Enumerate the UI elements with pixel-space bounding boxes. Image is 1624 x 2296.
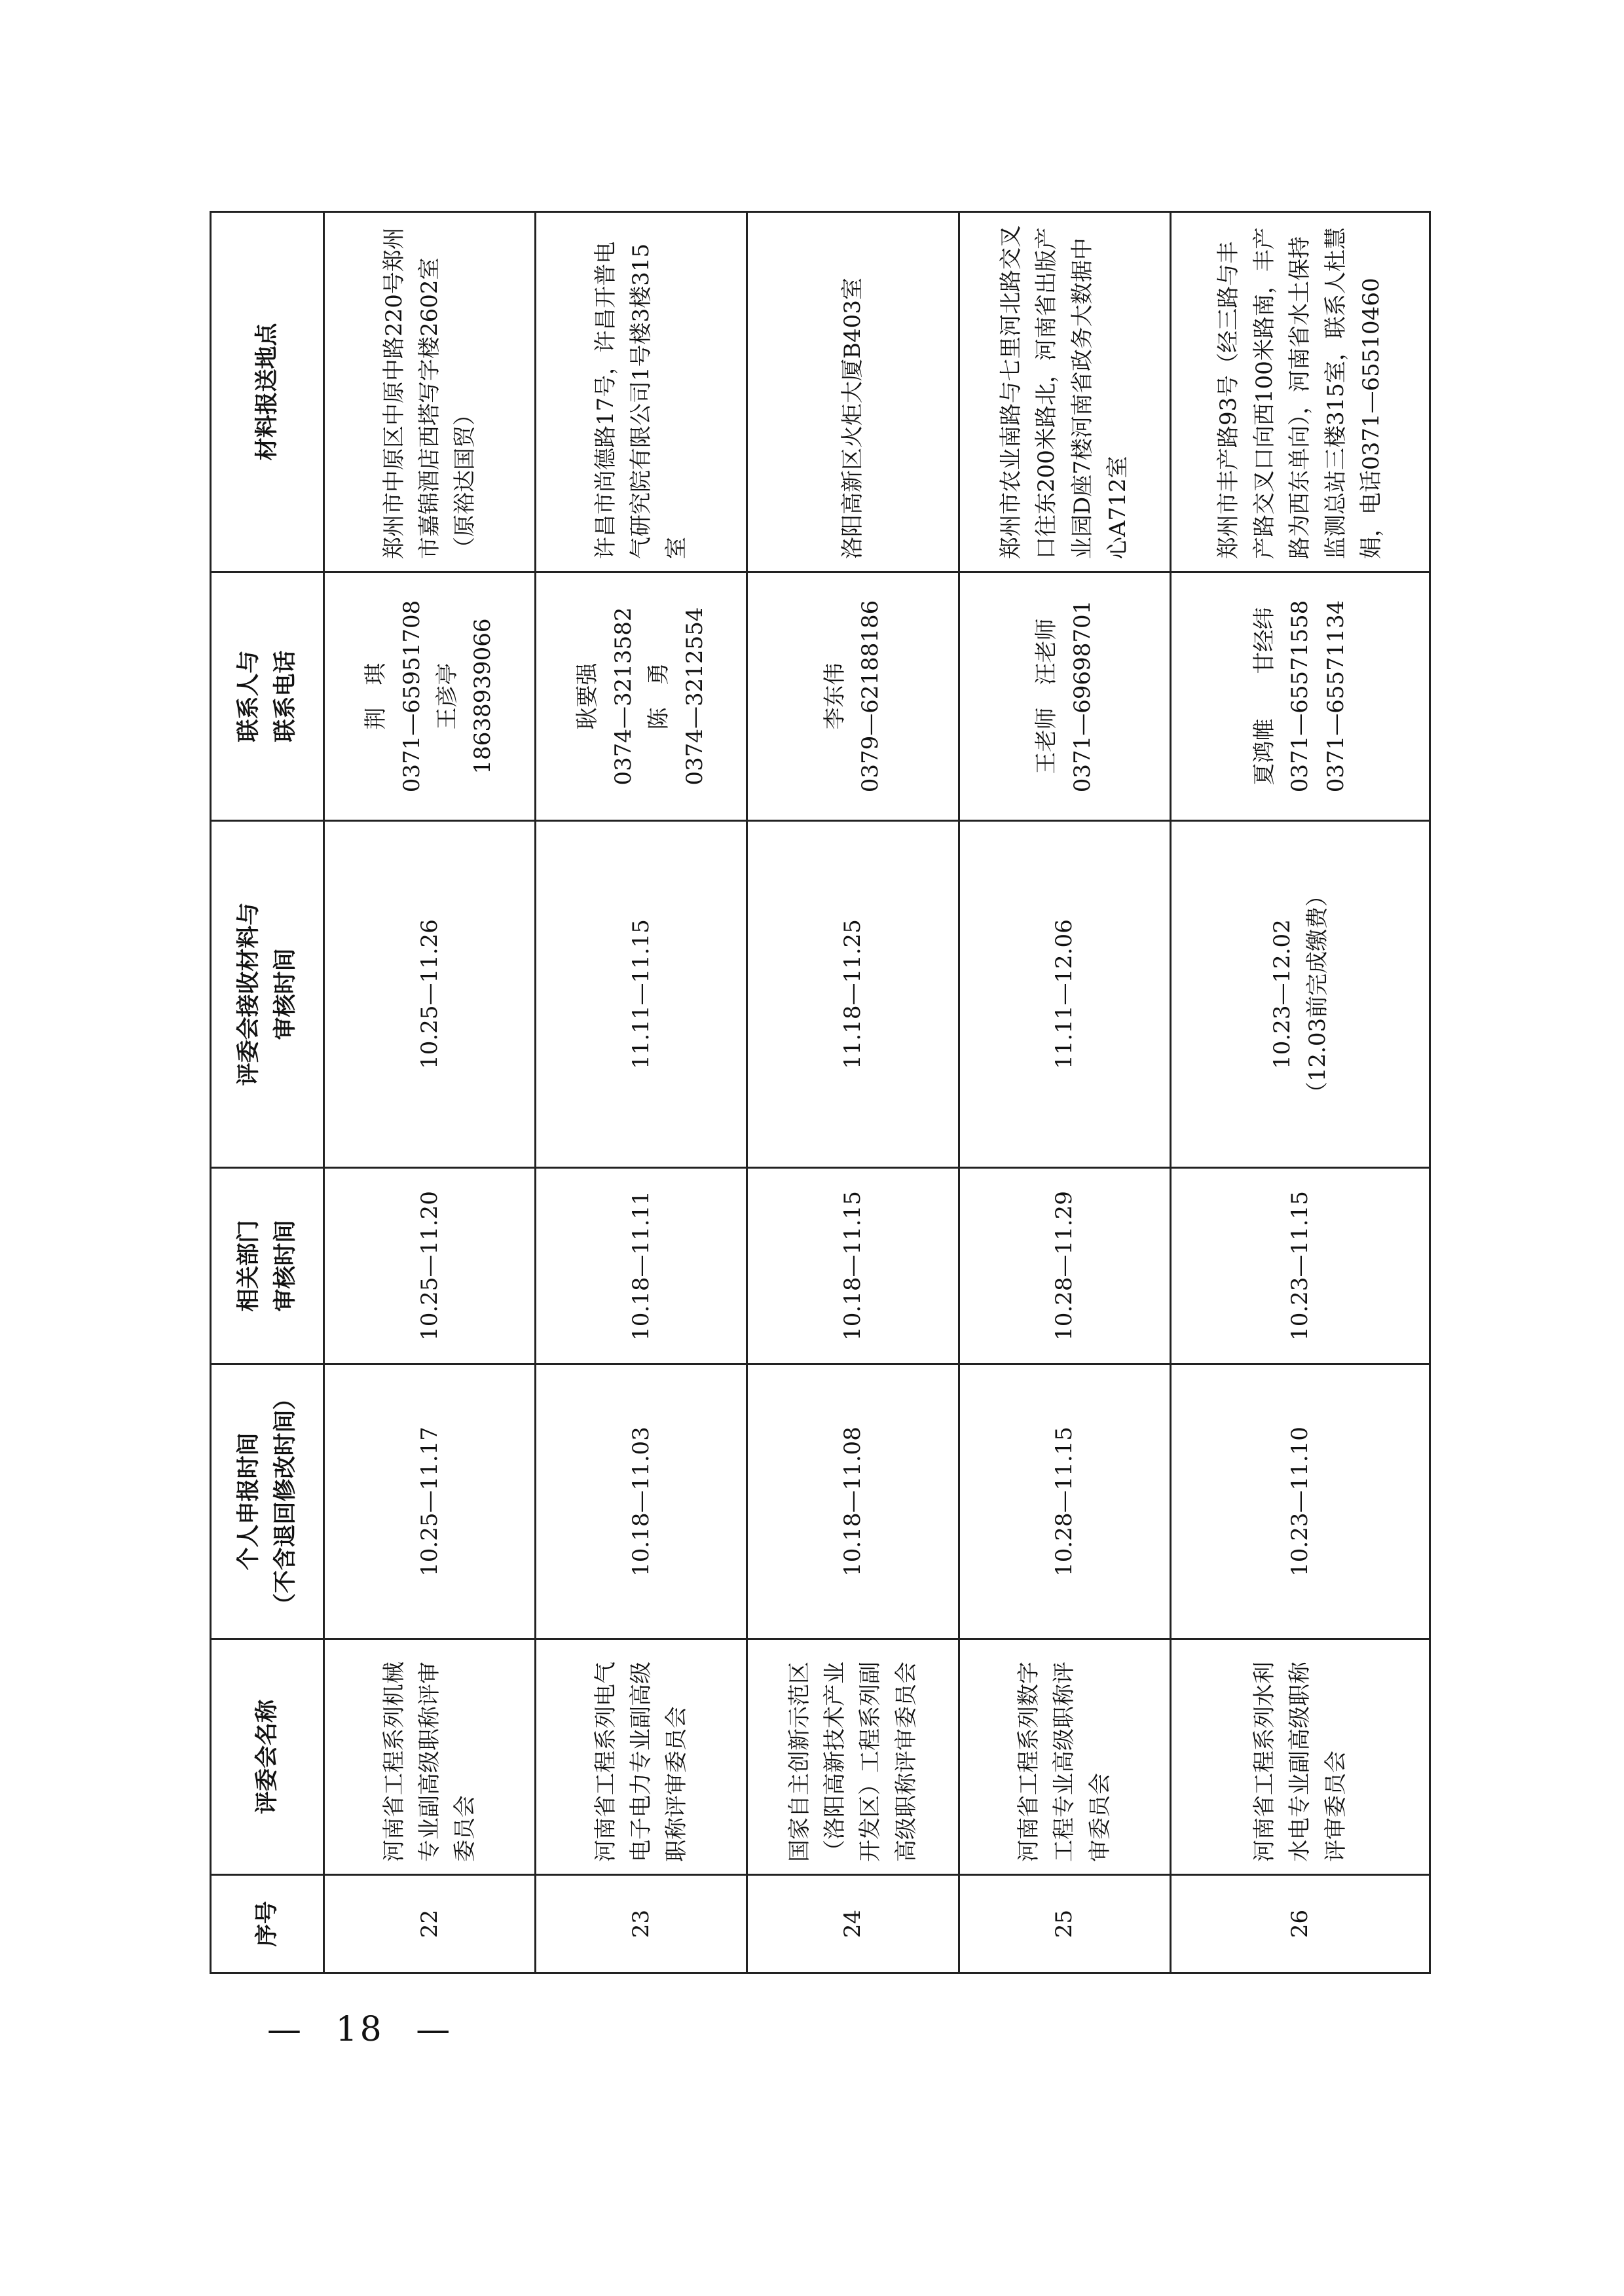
receive-range: 11.11—11.15	[628, 919, 655, 1069]
contact-line: 0371—65571558	[1287, 600, 1314, 793]
contact-line: 0371—65571134	[1322, 600, 1349, 793]
row-address: 郑州市中原区中原中路220号郑州市嘉锦酒店西塔写字楼2602室（原裕达国贸）	[324, 212, 536, 572]
footer-dash-right: —	[416, 2010, 453, 2049]
header-contact-line1: 联系人与	[236, 650, 262, 742]
row-contacts	[324, 572, 536, 821]
row-seq: 25	[959, 1875, 1170, 1973]
header-receive-line1: 评委会接收材料与	[236, 902, 262, 1086]
header-receive-time	[211, 821, 324, 1168]
row-apply-time: 10.18—11.08	[747, 1364, 959, 1639]
row-dept-time: 10.18—11.11	[536, 1168, 747, 1364]
header-apply-line2: （不含退回修改时间）	[272, 1387, 299, 1616]
contact-line: 0374—3213582	[610, 607, 637, 786]
header-dept-line1: 相关部门	[236, 1220, 262, 1312]
receive-range: 10.23—12.02	[1268, 919, 1295, 1069]
header-receive-line2: 审核时间	[272, 948, 299, 1040]
row-receive-time	[747, 821, 959, 1168]
table-frame	[210, 213, 1431, 1974]
row-dept-time: 10.25—11.20	[324, 1168, 536, 1364]
row-committee-name: 河南省工程系列水利水电专业副高级职称评审委员会	[1170, 1639, 1430, 1875]
evaluation-committee-table	[210, 211, 1431, 1974]
table-row	[536, 212, 747, 1973]
header-contact	[211, 572, 324, 821]
row-apply-time: 10.28—11.15	[959, 1364, 1170, 1639]
contact-line: 王彦亭	[434, 663, 461, 730]
row-seq: 24	[747, 1875, 959, 1973]
contact-line: 0371—65951708	[398, 600, 425, 793]
contact-line: 夏鸿帷 甘经纬	[1251, 607, 1278, 786]
row-address: 郑州市农业南路与七里河北路交叉口往东200米路北，河南省出版产业园D座7楼河南省政务大数据中心A712室	[959, 212, 1170, 572]
row-committee-name: 河南省工程系列数字工程专业高级职称评审委员会	[959, 1639, 1170, 1875]
table-row	[324, 212, 536, 1973]
contact-line: 陈 勇	[646, 663, 673, 730]
header-contact-line2: 联系电话	[272, 650, 299, 742]
row-address: 洛阳高新区火炬大厦B403室	[747, 212, 959, 572]
header-apply-line1: 个人申报时间	[236, 1432, 262, 1571]
contact-line: 18638939066	[470, 618, 496, 774]
contact-line: 0374—3212554	[681, 607, 708, 786]
header-dept-line2: 审核时间	[272, 1220, 299, 1312]
contact-line: 0371—69698701	[1069, 600, 1096, 793]
row-address: 郑州市丰产路93号（经三路与丰产路交叉口向西100米路南，丰产路为西东单向），河南省水土保持监测总站三楼315室，联系人杜慧娟，电话0371—65510460	[1170, 212, 1430, 572]
row-apply-time: 10.18—11.03	[536, 1364, 747, 1639]
contact-line: 荆 琪	[363, 663, 390, 730]
row-receive-time	[1170, 821, 1430, 1168]
row-apply-time: 10.25—11.17	[324, 1364, 536, 1639]
row-seq: 23	[536, 1875, 747, 1973]
row-receive-time	[959, 821, 1170, 1168]
contact-line: 耿要强	[574, 663, 601, 730]
page-number: 18	[335, 2010, 384, 2049]
receive-note: （12.03前完成缴费）	[1304, 884, 1331, 1104]
rotated-table-container	[210, 213, 1431, 1974]
contact-line: 李东伟	[822, 663, 849, 730]
header-seq: 序号	[211, 1875, 324, 1973]
row-seq: 26	[1170, 1875, 1430, 1973]
row-address: 许昌市尚德路17号，许昌开普电气研究院有限公司1号楼3楼315室	[536, 212, 747, 572]
header-apply-time	[211, 1364, 324, 1639]
receive-range: 10.25—11.26	[416, 919, 443, 1069]
table-header-row	[211, 212, 324, 1973]
row-committee-name: 河南省工程系列电气电子电力专业副高级职称评审委员会	[536, 1639, 747, 1875]
row-dept-time: 10.18—11.15	[747, 1168, 959, 1364]
row-contacts	[959, 572, 1170, 821]
row-contacts	[536, 572, 747, 821]
row-contacts	[747, 572, 959, 821]
row-committee-name: 国家自主创新示范区（洛阳高新技术产业开发区）工程系列副高级职称评审委员会	[747, 1639, 959, 1875]
row-dept-time: 10.23—11.15	[1170, 1168, 1430, 1364]
row-receive-time	[536, 821, 747, 1168]
row-dept-time: 10.28—11.29	[959, 1168, 1170, 1364]
table-row	[1170, 212, 1430, 1973]
row-apply-time: 10.23—11.10	[1170, 1364, 1430, 1639]
row-receive-time	[324, 821, 536, 1168]
header-address: 材料报送地点	[211, 212, 324, 572]
footer-dash-left: —	[267, 2010, 304, 2049]
contact-line: 0379—62188186	[857, 600, 884, 793]
receive-range: 11.11—12.06	[1051, 919, 1078, 1069]
row-seq: 22	[324, 1875, 536, 1973]
header-dept-time	[211, 1168, 324, 1364]
row-committee-name: 河南省工程系列机械专业副高级职称评审委员会	[324, 1639, 536, 1875]
receive-range: 11.18—11.25	[840, 919, 866, 1069]
table-row	[747, 212, 959, 1973]
header-name: 评委会名称	[211, 1639, 324, 1875]
table-row	[959, 212, 1170, 1973]
contact-line: 王老师 汪老师	[1033, 618, 1060, 774]
row-contacts	[1170, 572, 1430, 821]
page-footer	[249, 2010, 471, 2049]
